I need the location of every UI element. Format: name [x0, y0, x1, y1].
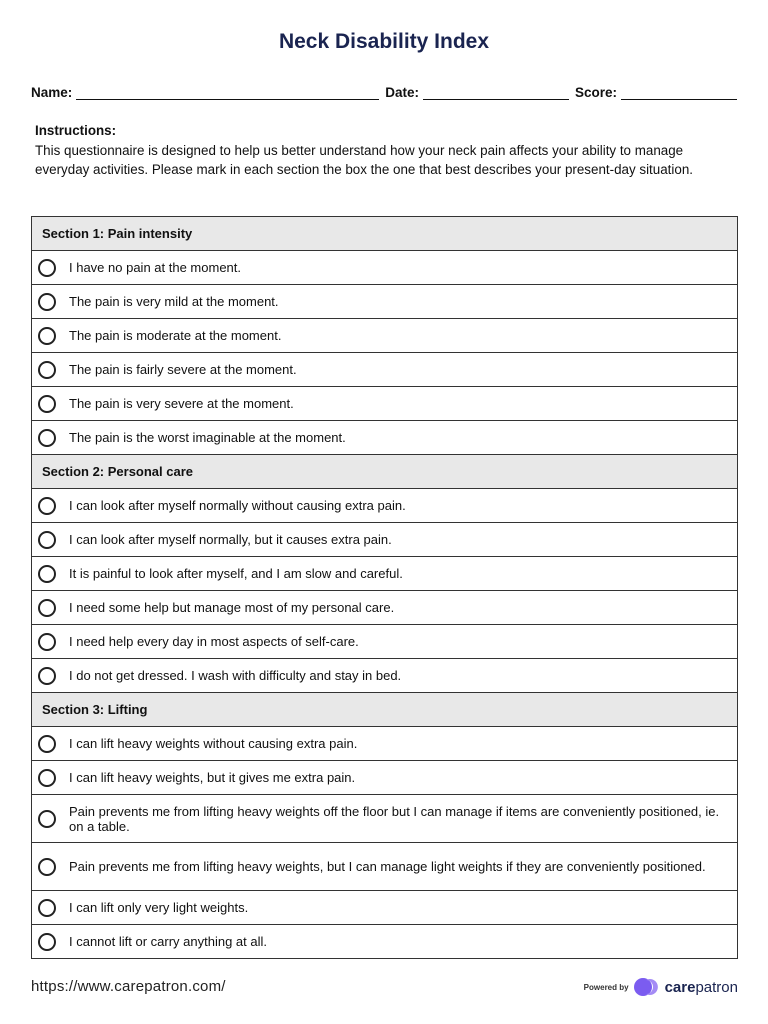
option-label: I have no pain at the moment.: [69, 260, 241, 275]
radio-button[interactable]: [38, 769, 56, 787]
date-label: Date:: [385, 85, 420, 100]
date-field[interactable]: [423, 85, 569, 100]
option-cell: [32, 891, 738, 925]
option-label: I cannot lift or carry anything at all.: [69, 934, 267, 949]
option-wrap: [32, 497, 737, 515]
instructions-body: This questionnaire is designed to help us better understand how your neck pain affects your ability to manage everyday activities. Please mark in each section the box the one that best describes your present-day situation.: [35, 142, 693, 177]
option-wrap: [32, 531, 737, 549]
option-label: I can look after myself normally without causing extra pain.: [69, 498, 406, 513]
option-label: I can look after myself normally, but it causes extra pain.: [69, 532, 392, 547]
option-cell: [32, 625, 738, 659]
option-row[interactable]: [32, 489, 738, 523]
option-wrap: [32, 858, 737, 876]
brand-name-patron: patron: [695, 978, 738, 996]
option-row[interactable]: [32, 421, 738, 455]
option-label: I can lift heavy weights without causing extra pain.: [69, 736, 358, 751]
option-cell: [32, 557, 738, 591]
option-cell: [32, 727, 738, 761]
option-row[interactable]: [32, 843, 738, 891]
option-row[interactable]: [32, 251, 738, 285]
option-label: I can lift heavy weights, but it gives me extra pain.: [69, 770, 356, 785]
option-label: The pain is fairly severe at the moment.: [69, 362, 297, 377]
option-cell: [32, 489, 738, 523]
option-cell: [32, 319, 738, 353]
radio-button[interactable]: [38, 667, 56, 685]
option-label: I can lift only very light weights.: [69, 900, 249, 915]
option-row[interactable]: [32, 557, 738, 591]
option-cell: [32, 523, 738, 557]
section-header-row: [32, 693, 738, 727]
option-cell: [32, 761, 738, 795]
option-wrap: [32, 899, 737, 917]
brand-name-care: care: [664, 978, 696, 996]
radio-button[interactable]: [38, 810, 56, 828]
option-row[interactable]: [32, 285, 738, 319]
option-wrap: [32, 804, 737, 834]
radio-button[interactable]: [38, 735, 56, 753]
option-label: Pain prevents me from lifting heavy weights, but I can manage light weights if they are conveniently positioned.: [69, 859, 706, 874]
radio-button[interactable]: [38, 259, 56, 277]
option-label: The pain is moderate at the moment.: [69, 328, 282, 343]
option-cell: [32, 285, 738, 319]
option-cell: [32, 387, 738, 421]
name-label: Name:: [31, 85, 73, 100]
option-wrap: [32, 259, 737, 277]
radio-button[interactable]: [38, 429, 56, 447]
option-wrap: [32, 667, 737, 685]
option-wrap: [32, 933, 737, 951]
score-field[interactable]: [621, 85, 737, 100]
option-label: Pain prevents me from lifting heavy weights off the floor but I can manage if items are conveniently positioned, ie. on a table.: [69, 803, 720, 834]
carepatron-brand[interactable]: [584, 977, 738, 997]
carepatron-logo-icon: [634, 977, 662, 997]
option-cell: [32, 353, 738, 387]
option-label: I need some help but manage most of my personal care.: [69, 600, 395, 615]
option-label: The pain is very severe at the moment.: [69, 396, 294, 411]
section-heading: Section 1: Pain intensity: [32, 217, 738, 251]
option-row[interactable]: [32, 353, 738, 387]
option-wrap: [32, 429, 737, 447]
option-cell: [32, 843, 738, 891]
option-row[interactable]: [32, 891, 738, 925]
option-cell: [32, 925, 738, 959]
header-fields: [31, 80, 739, 100]
option-label: It is painful to look after myself, and I am slow and careful.: [69, 566, 403, 581]
score-label: Score:: [575, 85, 618, 100]
option-wrap: [32, 735, 737, 753]
option-row[interactable]: [32, 795, 738, 843]
option-wrap: [32, 769, 737, 787]
option-cell: [32, 659, 738, 693]
radio-button[interactable]: [38, 293, 56, 311]
footer-url-link[interactable]: https://www.carepatron.com/: [31, 978, 226, 995]
radio-button[interactable]: [38, 599, 56, 617]
radio-button[interactable]: [38, 497, 56, 515]
option-row[interactable]: [32, 925, 738, 959]
option-wrap: [32, 565, 737, 583]
option-row[interactable]: [32, 319, 738, 353]
option-wrap: [32, 327, 737, 345]
radio-button[interactable]: [38, 395, 56, 413]
option-cell: [32, 591, 738, 625]
radio-button[interactable]: [38, 327, 56, 345]
instructions-heading: Instructions:: [35, 123, 117, 138]
radio-button[interactable]: [38, 565, 56, 583]
option-row[interactable]: [32, 387, 738, 421]
powered-by-label: Powered by: [583, 982, 629, 992]
option-label: I need help every day in most aspects of self-care.: [69, 634, 359, 649]
option-row[interactable]: [32, 659, 738, 693]
questionnaire-table: [31, 216, 738, 959]
instructions: [35, 121, 735, 180]
option-row[interactable]: [32, 761, 738, 795]
radio-button[interactable]: [38, 361, 56, 379]
brand-name: [665, 979, 738, 996]
option-cell: [32, 251, 738, 285]
option-row[interactable]: [32, 523, 738, 557]
name-field[interactable]: [76, 85, 379, 100]
radio-button[interactable]: [38, 899, 56, 917]
radio-button[interactable]: [38, 858, 56, 876]
section-heading: Section 3: Lifting: [32, 693, 738, 727]
radio-button[interactable]: [38, 633, 56, 651]
option-wrap: [32, 599, 737, 617]
option-label: I do not get dressed. I wash with difficulty and stay in bed.: [69, 668, 402, 683]
option-wrap: [32, 633, 737, 651]
section-header-row: [32, 217, 738, 251]
section-heading: Section 2: Personal care: [32, 455, 738, 489]
option-label: The pain is the worst imaginable at the moment.: [69, 430, 346, 445]
radio-button[interactable]: [38, 531, 56, 549]
option-row[interactable]: [32, 727, 738, 761]
option-cell: [32, 421, 738, 455]
option-row[interactable]: [32, 625, 738, 659]
option-cell: [32, 795, 738, 843]
option-wrap: [32, 293, 737, 311]
option-row[interactable]: [32, 591, 738, 625]
section-header-row: [32, 455, 738, 489]
radio-button[interactable]: [38, 933, 56, 951]
page-title: Neck Disability Index: [278, 30, 490, 53]
option-wrap: [32, 395, 737, 413]
option-wrap: [32, 361, 737, 379]
option-label: The pain is very mild at the moment.: [69, 294, 279, 309]
